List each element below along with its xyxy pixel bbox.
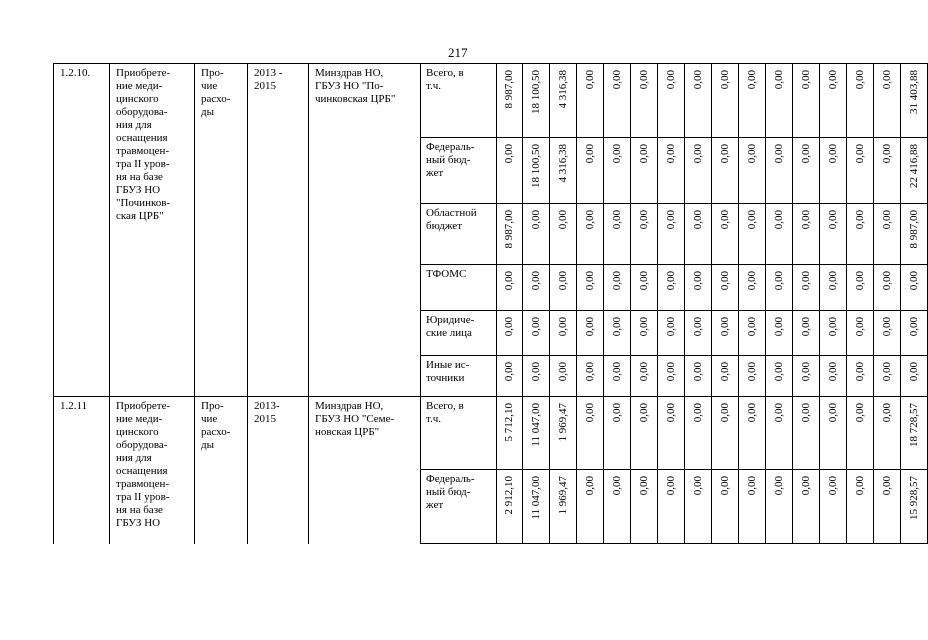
source-label: Всего, в т.ч.	[426, 67, 464, 92]
year-value-cell: 0,00	[826, 210, 839, 230]
year-value-cell: 0,00	[691, 317, 704, 337]
year-value-cell: 8 987,00	[503, 210, 515, 249]
item-code: 1.2.11	[60, 400, 88, 412]
year-value-cell: 0,00	[556, 362, 569, 382]
source-label: Областной бюджет	[426, 207, 477, 232]
year-value-cell: 0,00	[799, 70, 812, 90]
year-value-cell: 0,00	[610, 210, 623, 230]
year-value-cell: 0,00	[637, 271, 650, 291]
year-value-cell: 0,00	[772, 70, 785, 90]
year-value-cell: 0,00	[718, 403, 731, 423]
year-value-cell: 0,00	[772, 362, 785, 382]
year-value-cell: 0,00	[826, 362, 839, 382]
year-value-cell: 0,00	[637, 362, 650, 382]
year-value-cell: 18 100,50	[529, 144, 542, 188]
year-value-cell: 0,00	[799, 144, 812, 164]
year-value-cell: 0,00	[745, 271, 758, 291]
year-value-cell: 0,00	[880, 210, 893, 230]
item-code: 1.2.10.	[60, 67, 91, 79]
source-label: Иные ис- точники	[426, 359, 470, 384]
year-value-cell: 0,00	[799, 362, 812, 382]
year-value-cell: 0,00	[583, 362, 596, 382]
year-value-cell: 0,00	[853, 271, 866, 291]
year-value-cell: 0,00	[880, 403, 893, 423]
year-value-cell: 0,00	[637, 70, 650, 90]
year-value-cell: 0,00	[691, 271, 704, 291]
year-value-cell: 0,00	[664, 210, 677, 230]
year-value-cell: 0,00	[529, 210, 542, 230]
year-value-cell: 0,00	[583, 210, 596, 230]
source-label: Федераль- ный бюд- жет	[426, 473, 475, 511]
year-value-cell: 0,00	[556, 317, 569, 337]
year-value-cell: 0,00	[745, 210, 758, 230]
year-value-cell: 0,00	[503, 362, 515, 382]
item-period: 2013 - 2015	[254, 67, 283, 92]
total-value-cell: 0,00	[907, 362, 920, 382]
item-period: 2013- 2015	[254, 400, 280, 425]
year-value-cell: 0,00	[718, 144, 731, 164]
year-value-cell: 0,00	[745, 317, 758, 337]
item-name: Приобрете- ние меди- цинского оборудова- ния для оснащения травмоцен- тра II уров- ня на базе ГБУЗ НО	[116, 400, 171, 529]
total-value-cell: 15 928,57	[907, 476, 920, 520]
year-value-cell: 0,00	[772, 144, 785, 164]
year-value-cell: 0,00	[610, 144, 623, 164]
year-value-cell: 0,00	[637, 144, 650, 164]
total-value-cell: 8 987,00	[907, 210, 920, 249]
year-value-cell: 0,00	[826, 271, 839, 291]
year-value-cell: 0,00	[880, 271, 893, 291]
year-value-cell: 0,00	[718, 362, 731, 382]
year-value-cell: 0,00	[583, 403, 596, 423]
year-value-cell: 0,00	[772, 271, 785, 291]
year-value-cell: 0,00	[637, 317, 650, 337]
source-label: Федераль- ный бюд- жет	[426, 141, 475, 179]
year-value-cell: 0,00	[853, 403, 866, 423]
year-value-cell: 0,00	[691, 403, 704, 423]
year-value-cell: 0,00	[799, 403, 812, 423]
year-value-cell: 0,00	[799, 210, 812, 230]
total-value-cell: 31 403,88	[907, 70, 920, 114]
year-value-cell: 0,00	[664, 271, 677, 291]
year-value-cell: 0,00	[691, 144, 704, 164]
year-value-cell: 0,00	[718, 317, 731, 337]
item-name: Приобрете- ние меди- цинского оборудова- ния для оснащения травмоцен- тра II уров- ня на базе ГБУЗ НО "Починков- ская ЦРБ"	[116, 67, 171, 222]
year-value-cell: 0,00	[772, 403, 785, 423]
year-value-cell: 0,00	[880, 362, 893, 382]
year-value-cell: 0,00	[745, 403, 758, 423]
year-value-cell: 0,00	[772, 210, 785, 230]
year-value-cell: 0,00	[610, 271, 623, 291]
table-row	[54, 397, 928, 470]
year-value-cell: 11 047,00	[529, 403, 542, 447]
year-value-cell: 11 047,00	[529, 476, 542, 520]
year-value-cell: 0,00	[718, 476, 731, 496]
year-value-cell: 0,00	[826, 317, 839, 337]
year-value-cell: 0,00	[637, 210, 650, 230]
year-value-cell: 0,00	[529, 271, 542, 291]
source-label: Юридиче- ские лица	[426, 314, 475, 339]
year-value-cell: 0,00	[556, 271, 569, 291]
item-category: Про- чие расхо- ды	[201, 400, 231, 451]
year-value-cell: 0,00	[664, 362, 677, 382]
year-value-cell: 0,00	[772, 476, 785, 496]
year-value-cell: 0,00	[691, 476, 704, 496]
year-value-cell: 0,00	[610, 317, 623, 337]
year-value-cell: 0,00	[826, 476, 839, 496]
year-value-cell: 0,00	[745, 362, 758, 382]
year-value-cell: 0,00	[853, 210, 866, 230]
budget-table	[53, 63, 928, 544]
year-value-cell: 0,00	[503, 317, 515, 337]
year-value-cell: 1 969,47	[556, 403, 569, 442]
year-value-cell: 0,00	[853, 317, 866, 337]
year-value-cell: 0,00	[880, 476, 893, 496]
year-value-cell: 0,00	[610, 362, 623, 382]
total-value-cell: 0,00	[907, 271, 920, 291]
year-value-cell: 0,00	[583, 317, 596, 337]
year-value-cell: 0,00	[664, 403, 677, 423]
year-value-cell: 0,00	[799, 317, 812, 337]
table-row	[54, 64, 928, 138]
year-value-cell: 0,00	[772, 317, 785, 337]
year-value-cell: 0,00	[853, 476, 866, 496]
year-value-cell: 0,00	[610, 403, 623, 423]
year-value-cell: 0,00	[529, 317, 542, 337]
year-value-cell: 0,00	[880, 70, 893, 90]
source-label: ТФОМС	[426, 268, 467, 280]
year-value-cell: 0,00	[718, 271, 731, 291]
year-value-cell: 0,00	[556, 210, 569, 230]
year-value-cell: 0,00	[583, 476, 596, 496]
year-value-cell: 0,00	[853, 144, 866, 164]
year-value-cell: 0,00	[880, 144, 893, 164]
year-value-cell: 0,00	[745, 70, 758, 90]
year-value-cell: 0,00	[610, 70, 623, 90]
year-value-cell: 0,00	[503, 144, 515, 164]
item-executor: Минздрав НО, ГБУЗ НО "Семе- новская ЦРБ"	[315, 400, 395, 438]
year-value-cell: 0,00	[664, 144, 677, 164]
year-value-cell: 5 712,10	[503, 403, 515, 442]
year-value-cell: 0,00	[853, 70, 866, 90]
year-value-cell: 0,00	[745, 476, 758, 496]
year-value-cell: 0,00	[610, 476, 623, 496]
total-value-cell: 0,00	[907, 317, 920, 337]
item-executor: Минздрав НО, ГБУЗ НО "По- чинковская ЦРБ"	[315, 67, 396, 105]
year-value-cell: 0,00	[691, 210, 704, 230]
year-value-cell: 4 316,38	[556, 144, 569, 183]
year-value-cell: 0,00	[691, 362, 704, 382]
year-value-cell: 0,00	[745, 144, 758, 164]
year-value-cell: 0,00	[664, 476, 677, 496]
year-value-cell: 0,00	[826, 403, 839, 423]
year-value-cell: 0,00	[880, 317, 893, 337]
year-value-cell: 0,00	[664, 317, 677, 337]
page-number: 217	[448, 45, 468, 60]
total-value-cell: 18 728,57	[907, 403, 920, 447]
item-category: Про- чие расхо- ды	[201, 67, 231, 118]
year-value-cell: 0,00	[583, 144, 596, 164]
year-value-cell: 0,00	[799, 271, 812, 291]
total-value-cell: 22 416,88	[907, 144, 920, 188]
year-value-cell: 0,00	[583, 271, 596, 291]
year-value-cell: 0,00	[637, 403, 650, 423]
year-value-cell: 0,00	[691, 70, 704, 90]
source-label: Всего, в т.ч.	[426, 400, 464, 425]
year-value-cell: 1 969,47	[556, 476, 569, 515]
year-value-cell: 18 100,50	[529, 70, 542, 114]
year-value-cell: 0,00	[637, 476, 650, 496]
year-value-cell: 2 912,10	[503, 476, 515, 515]
year-value-cell: 0,00	[583, 70, 596, 90]
year-value-cell: 0,00	[853, 362, 866, 382]
year-value-cell: 8 987,00	[503, 70, 515, 109]
year-value-cell: 0,00	[718, 210, 731, 230]
year-value-cell: 0,00	[664, 70, 677, 90]
year-value-cell: 0,00	[529, 362, 542, 382]
year-value-cell: 0,00	[799, 476, 812, 496]
year-value-cell: 0,00	[826, 70, 839, 90]
year-value-cell: 0,00	[826, 144, 839, 164]
year-value-cell: 0,00	[503, 271, 515, 291]
year-value-cell: 0,00	[718, 70, 731, 90]
year-value-cell: 4 316,38	[556, 70, 569, 109]
